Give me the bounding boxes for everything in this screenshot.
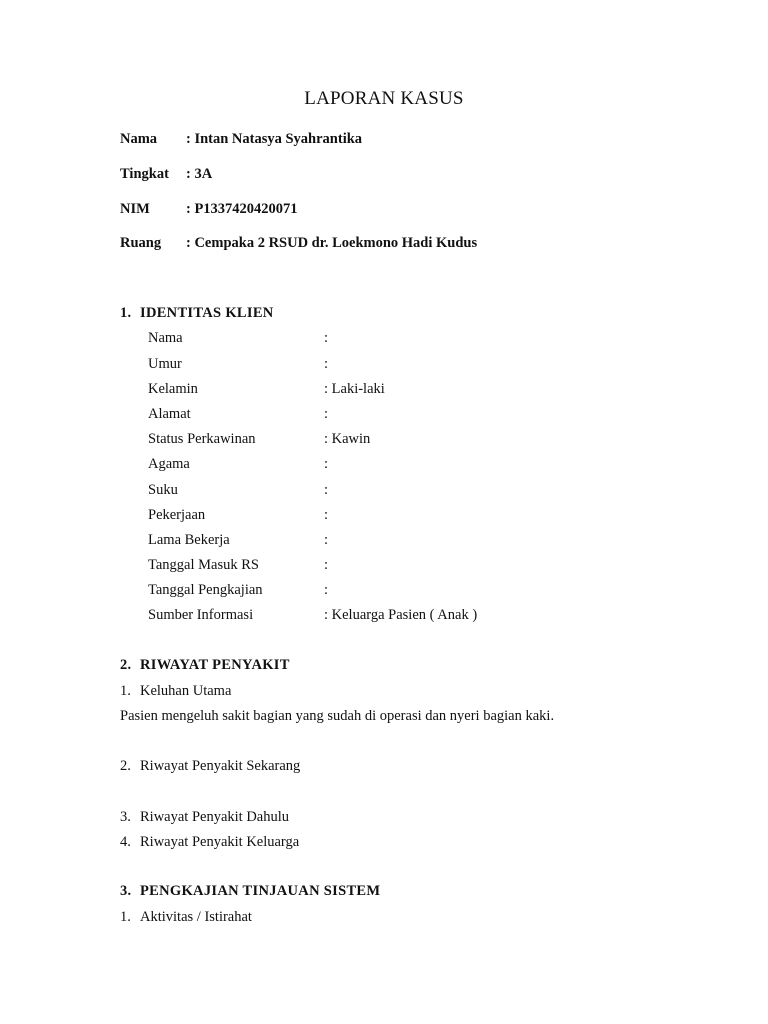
identity-value: : Keluarga Pasien ( Anak ) bbox=[324, 607, 478, 623]
identity-label: Sumber Informasi bbox=[148, 607, 254, 623]
section-number: 1. bbox=[120, 305, 132, 321]
section-title: RIWAYAT PENYAKIT bbox=[140, 657, 290, 673]
item-number: 3. bbox=[120, 809, 131, 825]
list-item bbox=[120, 681, 231, 701]
header-label: Nama bbox=[120, 131, 158, 147]
item-number: 4. bbox=[120, 834, 131, 850]
item-number: 1. bbox=[120, 909, 131, 925]
item-text: Riwayat Penyakit Sekarang bbox=[140, 758, 301, 774]
section-number: 3. bbox=[120, 883, 132, 899]
item-number: 1. bbox=[120, 683, 131, 699]
identity-value: : bbox=[324, 456, 329, 472]
section-title: PENGKAJIAN TINJAUAN SISTEM bbox=[140, 883, 381, 899]
header-label: Tingkat bbox=[120, 166, 169, 182]
document-title: LAPORAN KASUS bbox=[304, 88, 464, 109]
identity-value: : bbox=[324, 507, 329, 523]
identity-label: Status Perkawinan bbox=[148, 431, 256, 447]
list-item bbox=[120, 807, 289, 827]
identity-value: : bbox=[324, 356, 329, 372]
identity-label: Tanggal Pengkajian bbox=[148, 582, 263, 598]
identity-value: : bbox=[324, 532, 329, 548]
identity-label: Lama Bekerja bbox=[148, 532, 230, 548]
identity-value: : bbox=[324, 482, 329, 498]
header-label: NIM bbox=[120, 201, 150, 217]
item-text: Riwayat Penyakit Dahulu bbox=[140, 809, 290, 825]
identity-label: Nama bbox=[148, 330, 183, 346]
section-pengkajian-heading bbox=[120, 881, 380, 901]
identity-label: Pekerjaan bbox=[148, 507, 206, 523]
section-number: 2. bbox=[120, 657, 132, 673]
item-text: Riwayat Penyakit Keluarga bbox=[140, 834, 300, 850]
identity-label: Suku bbox=[148, 482, 178, 498]
identity-label: Tanggal Masuk RS bbox=[148, 557, 259, 573]
section-title: IDENTITAS KLIEN bbox=[140, 305, 274, 321]
list-item bbox=[120, 832, 299, 852]
section-riwayat-penyakit-heading bbox=[120, 655, 290, 675]
identity-label: Kelamin bbox=[148, 381, 198, 397]
header-value: : P1337420420071 bbox=[186, 201, 298, 217]
item-number: 2. bbox=[120, 758, 131, 774]
header-label: Ruang bbox=[120, 235, 162, 251]
list-item bbox=[120, 756, 300, 776]
list-item bbox=[120, 907, 252, 927]
header-value: : 3A bbox=[186, 166, 213, 182]
identity-value: : Kawin bbox=[324, 431, 371, 447]
section-identitas-klien-heading bbox=[120, 303, 274, 323]
header-value: : Cempaka 2 RSUD dr. Loekmono Hadi Kudus bbox=[186, 235, 478, 251]
identity-label: Umur bbox=[148, 356, 182, 372]
identity-value: : Laki-laki bbox=[324, 381, 385, 397]
item-text: Aktivitas / Istirahat bbox=[140, 909, 252, 925]
identity-label: Alamat bbox=[148, 406, 191, 422]
identity-value: : bbox=[324, 557, 329, 573]
item-text: Keluhan Utama bbox=[140, 683, 232, 699]
identity-value: : bbox=[324, 582, 329, 598]
identity-value: : bbox=[324, 406, 329, 422]
identity-value: : bbox=[324, 330, 329, 346]
complaint-text: Pasien mengeluh sakit bagian yang sudah di operasi dan nyeri bagian kaki. bbox=[120, 708, 555, 724]
identity-label: Agama bbox=[148, 456, 190, 472]
header-value: : Intan Natasya Syahrantika bbox=[186, 131, 363, 147]
